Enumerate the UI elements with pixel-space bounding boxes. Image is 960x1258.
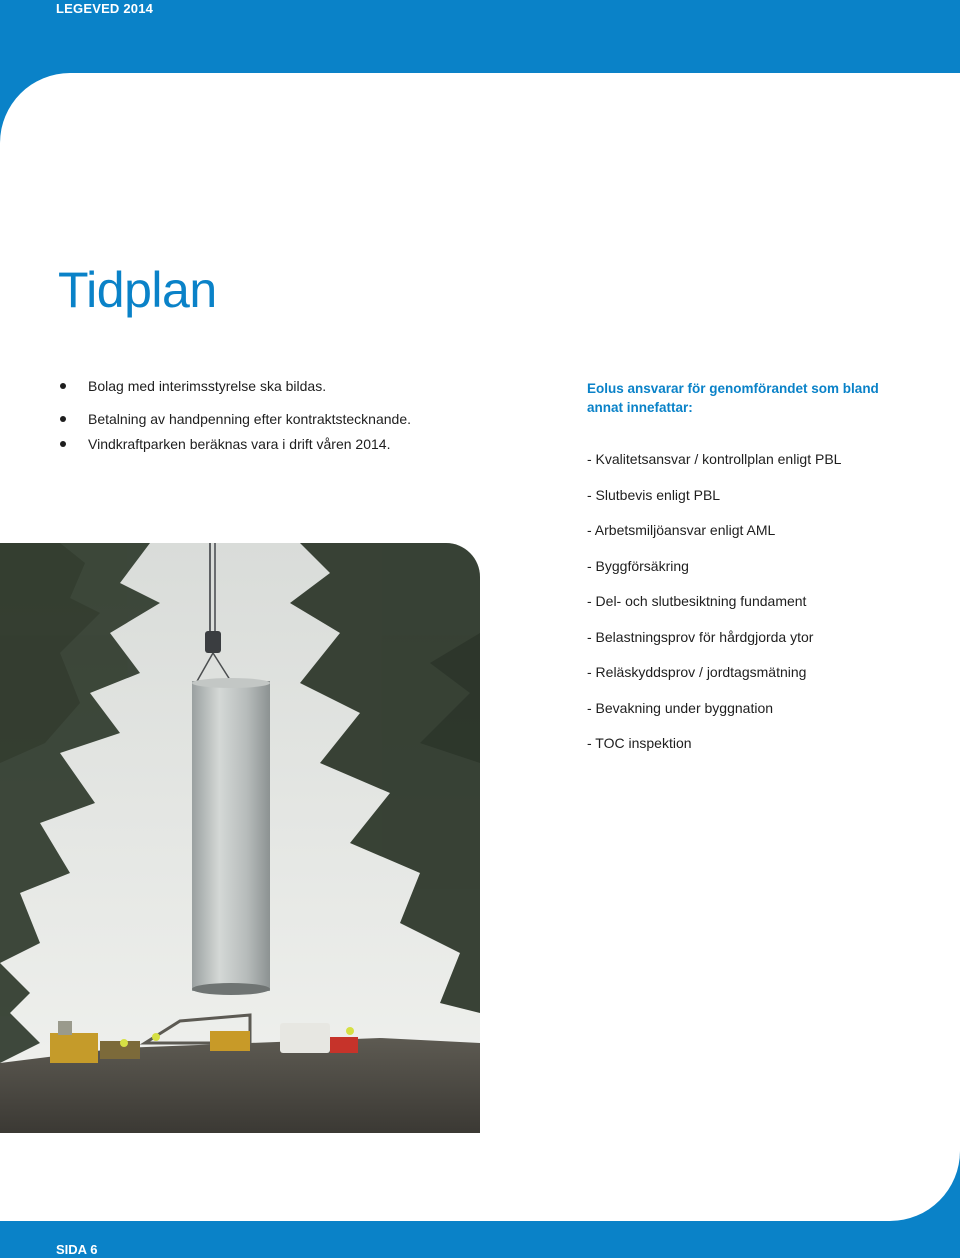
responsibilities-list — [587, 450, 841, 770]
responsibility-item: - Bevakning under byggnation — [587, 699, 774, 716]
responsibility-item: - Slutbevis enligt PBL — [587, 486, 721, 503]
bullet-icon — [60, 383, 66, 389]
schedule-bullet-list — [60, 378, 411, 452]
bullet-icon — [60, 416, 66, 422]
responsibility-item: - Belastningsprov för hårdgjorda ytor — [587, 628, 814, 645]
bullet-item — [60, 378, 411, 394]
bullet-icon — [60, 441, 66, 447]
responsibility-item: - TOC inspektion — [587, 735, 692, 751]
bullet-item — [60, 411, 411, 427]
responsibility-item: - Kvalitetsansvar / kontrollplan enligt PBL — [587, 451, 842, 467]
bullet-text: Vindkraftparken beräknas vara i drift våren 2014. — [88, 436, 391, 452]
bullet-text: Bolag med interimsstyrelse ska bildas. — [88, 378, 327, 394]
photo-illustration — [0, 543, 480, 1133]
responsibilities-intro: Eolus ansvarar för genomförandet som bland annat innefattar: — [587, 381, 879, 415]
responsibility-item: - Del- och slutbesiktning fundament — [587, 593, 807, 609]
bullet-item — [60, 436, 411, 452]
footer-page-label: SIDA 6 — [56, 1242, 98, 1257]
bullet-text: Betalning av handpenning efter kontraktstecknande. — [88, 411, 412, 427]
tower-section-photo — [0, 543, 480, 1133]
page-title: Tidplan — [58, 262, 217, 318]
header-label: LEGEVED 2014 — [56, 1, 154, 16]
responsibility-item: - Byggförsäkring — [587, 557, 689, 574]
responsibility-item: - Arbetsmiljöansvar enligt AML — [587, 522, 776, 538]
responsibility-item: - Reläskyddsprov / jordtagsmätning — [587, 664, 807, 680]
